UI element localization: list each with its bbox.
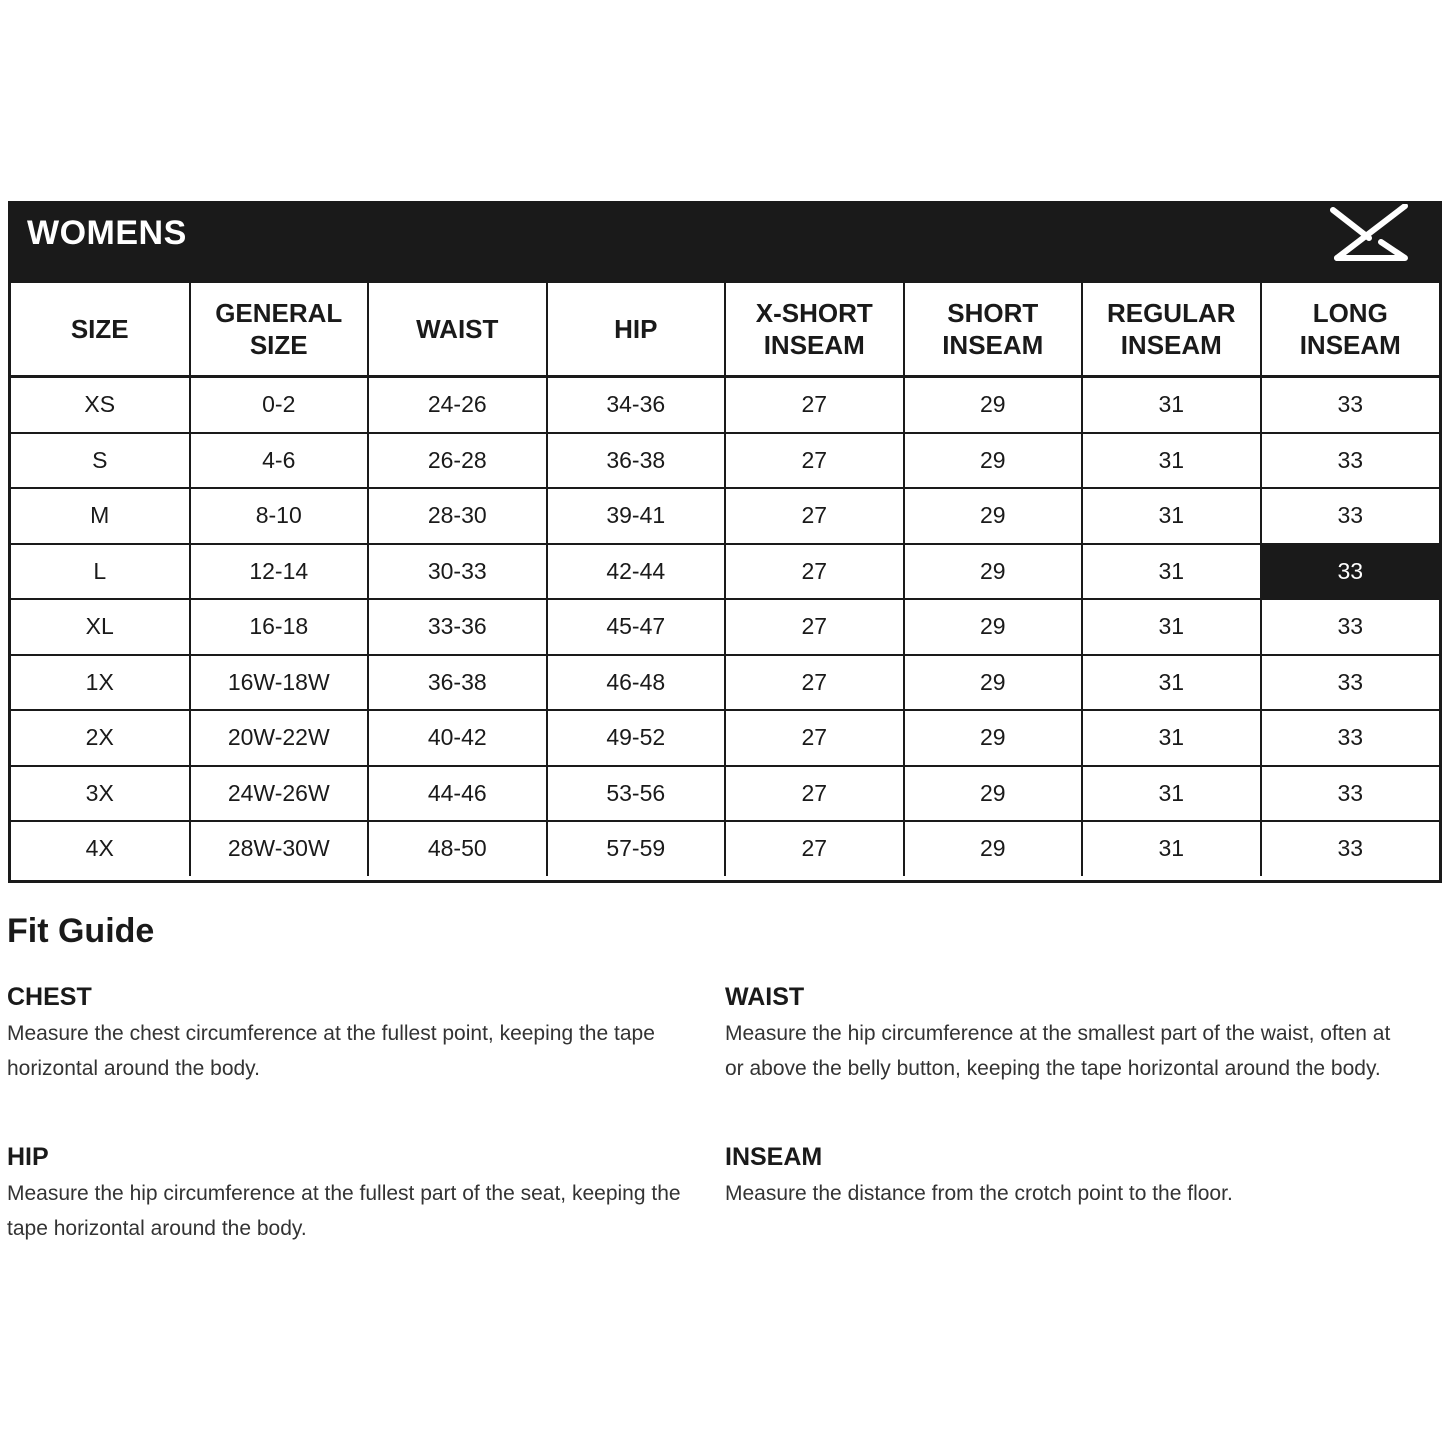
table-cell: 8-10 — [190, 488, 369, 544]
column-header-line: INSEAM — [1120, 330, 1222, 360]
table-cell: 29 — [904, 544, 1083, 600]
column-header-line: REGULAR — [1106, 298, 1236, 328]
column-header-line: LONG — [1312, 298, 1388, 328]
table-cell: 16W-18W — [190, 655, 369, 711]
table-cell: 53-56 — [547, 766, 726, 822]
table-cell: 36-38 — [368, 655, 547, 711]
column-header-line: SIZE — [249, 330, 308, 360]
table-row — [11, 488, 1439, 544]
table-cell: 2X — [11, 710, 190, 766]
column-header — [368, 283, 547, 377]
column-header — [1261, 283, 1440, 377]
table-cell: 31 — [1082, 655, 1261, 711]
table-cell: 39-41 — [547, 488, 726, 544]
guide-text: Measure the chest circumference at the fullest point, keeping the tape horizontal around the body. — [7, 1022, 655, 1080]
table-cell: 27 — [725, 710, 904, 766]
table-cell: 12-14 — [190, 544, 369, 600]
table-cell: L — [11, 544, 190, 600]
column-header — [904, 283, 1083, 377]
table-cell: 33 — [1261, 433, 1440, 489]
table-cell: 33 — [1261, 710, 1440, 766]
guide-heading: INSEAM — [725, 1143, 823, 1171]
table-cell: 31 — [1082, 433, 1261, 489]
column-header — [190, 283, 369, 377]
table-cell: 0-2 — [190, 377, 369, 433]
column-header — [1082, 283, 1261, 377]
table-cell: 40-42 — [368, 710, 547, 766]
table-cell: 29 — [904, 710, 1083, 766]
table-cell: 48-50 — [368, 821, 547, 876]
table-row — [11, 433, 1439, 489]
table-cell: 31 — [1082, 766, 1261, 822]
table-cell: 16-18 — [190, 599, 369, 655]
table-cell: 29 — [904, 488, 1083, 544]
guide-text: Measure the hip circumference at the fullest part of the seat, keeping the tape horizontal around the body. — [7, 1182, 681, 1240]
column-header-line: GENERAL — [215, 298, 343, 328]
table-cell: 33 — [1261, 544, 1440, 600]
table-cell: 49-52 — [547, 710, 726, 766]
fit-guide-title: Fit Guide — [7, 912, 155, 950]
table-row — [11, 821, 1439, 876]
guide-section-hip — [7, 1143, 717, 1246]
table-cell: XS — [11, 377, 190, 433]
table-cell: 57-59 — [547, 821, 726, 876]
table-cell: 31 — [1082, 821, 1261, 876]
table-cell: 33 — [1261, 766, 1440, 822]
table-row — [11, 599, 1439, 655]
guide-section-inseam — [725, 1143, 1405, 1211]
guide-text: Measure the distance from the crotch point to the floor. — [725, 1182, 1233, 1205]
table-cell: 30-33 — [368, 544, 547, 600]
table-row — [11, 710, 1439, 766]
guide-section-chest — [7, 983, 717, 1086]
table-cell: 44-46 — [368, 766, 547, 822]
guide-heading: CHEST — [7, 983, 92, 1011]
table-cell: 29 — [904, 766, 1083, 822]
guide-heading: WAIST — [725, 983, 805, 1011]
table-cell: 27 — [725, 655, 904, 711]
column-header — [547, 283, 726, 377]
size-table — [11, 283, 1439, 876]
table-cell: 42-44 — [547, 544, 726, 600]
table-row — [11, 655, 1439, 711]
table-cell: 3X — [11, 766, 190, 822]
table-cell: 29 — [904, 377, 1083, 433]
table-cell: 24-26 — [368, 377, 547, 433]
table-cell: 36-38 — [547, 433, 726, 489]
table-cell: 4-6 — [190, 433, 369, 489]
table-cell: 33 — [1261, 488, 1440, 544]
column-header-line: SHORT — [947, 298, 1039, 328]
column-header-line: X-SHORT — [755, 298, 873, 328]
table-cell: 27 — [725, 599, 904, 655]
table-cell: 31 — [1082, 488, 1261, 544]
table-row — [11, 544, 1439, 600]
column-header-line: HIP — [614, 314, 658, 344]
table-cell: 27 — [725, 766, 904, 822]
table-cell: 33 — [1261, 599, 1440, 655]
column-header — [11, 283, 190, 377]
table-cell: S — [11, 433, 190, 489]
table-cell: 31 — [1082, 599, 1261, 655]
table-cell: 33 — [1337, 835, 1364, 862]
table-header-row — [11, 283, 1439, 377]
table-row — [11, 766, 1439, 822]
size-chart — [8, 201, 1442, 883]
table-cell: 4X — [11, 821, 190, 876]
table-cell: 29 — [904, 821, 1083, 876]
column-header — [725, 283, 904, 377]
column-header-line: INSEAM — [942, 330, 1044, 360]
table-cell: 24W-26W — [190, 766, 369, 822]
table-cell: 46-48 — [547, 655, 726, 711]
column-header-line: INSEAM — [1299, 330, 1401, 360]
table-cell: 1X — [11, 655, 190, 711]
column-header-line: WAIST — [416, 314, 499, 344]
table-cell: M — [11, 488, 190, 544]
size-chart-title: WOMENS — [27, 214, 187, 252]
table-cell: 31 — [1082, 377, 1261, 433]
table-cell: XL — [11, 599, 190, 655]
table-cell: 28-30 — [368, 488, 547, 544]
table-cell: 33 — [1261, 655, 1440, 711]
table-cell: 29 — [904, 599, 1083, 655]
guide-text: Measure the hip circumference at the smallest part of the waist, often at or above the belly button, keeping the tape horizontal around the body. — [725, 1022, 1391, 1080]
table-body — [11, 377, 1439, 876]
table-cell: 34-36 — [547, 377, 726, 433]
size-chart-header — [11, 204, 1439, 283]
table-row — [11, 377, 1439, 433]
brand-logo-icon — [1329, 204, 1409, 264]
table-cell: 27 — [725, 433, 904, 489]
table-cell: 29 — [904, 433, 1083, 489]
table-cell: 20W-22W — [190, 710, 369, 766]
guide-heading: HIP — [7, 1143, 49, 1171]
table-cell: 28W-30W — [190, 821, 369, 876]
table-cell: 27 — [725, 377, 904, 433]
table-cell: 31 — [1082, 710, 1261, 766]
column-header-line: SIZE — [70, 314, 129, 344]
table-cell: 31 — [1082, 544, 1261, 600]
table-cell: 27 — [725, 821, 904, 876]
table-cell: 27 — [725, 488, 904, 544]
table-cell: 26-28 — [368, 433, 547, 489]
table-cell: 45-47 — [547, 599, 726, 655]
table-cell: 29 — [904, 655, 1083, 711]
table-cell: 33 — [1261, 377, 1440, 433]
table-cell: 27 — [725, 544, 904, 600]
table-cell: 33-36 — [368, 599, 547, 655]
column-header-line: INSEAM — [763, 330, 865, 360]
guide-section-waist — [725, 983, 1405, 1086]
